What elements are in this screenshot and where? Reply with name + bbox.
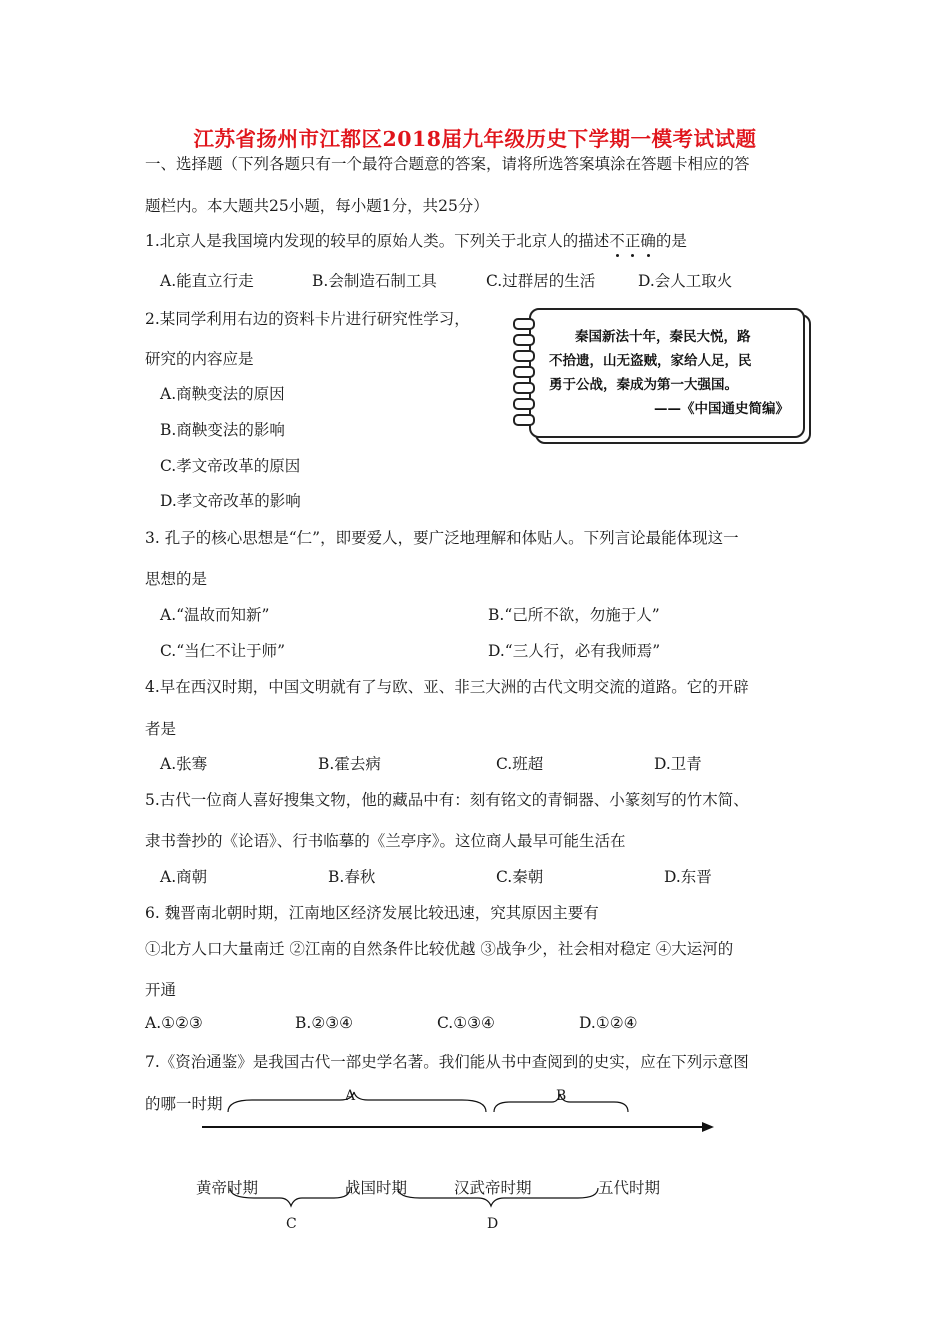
q1-stem: 1.北京人是我国境内发现的较早的原始人类。下列关于北京人的描述不正确的是 [145,229,687,251]
q3-stem-line2: 思想的是 [145,570,208,588]
period-wudai: 五代时期 [598,1179,661,1197]
q4-option-b: B.霍去病 [318,755,381,773]
q4-stem-line1: 4.早在西汉时期，中国文明就有了与欧、亚、非三大洲的古代文明交流的道路。它的开辟 [145,678,749,696]
section-intro-line2: 题栏内。本大题共25小题，每小题1分，共25分） [145,197,489,215]
emphasis-char: 正 [625,229,641,251]
card-source: ——《中国通史简编》 [654,401,789,417]
period-zhanguo: 战国时期 [345,1179,408,1197]
q5-option-c: C.秦朝 [496,868,544,886]
exam-title: 江苏省扬州市江都区2018届九年级历史下学期一模考试试题 [193,127,757,151]
q2-option-c: C.孝文帝改革的原因 [160,457,301,475]
q4-option-d: D.卫青 [654,755,702,773]
q4-option-a: A.张骞 [160,755,208,773]
q1-option-a: A.能直立行走 [160,272,254,290]
q3-stem-line1: 3. 孔子的核心思想是“仁”，即要爱人，要广泛地理解和体贴人。下列言论最能体现这一 [145,529,739,547]
period-huangdi: 黄帝时期 [196,1179,259,1197]
q3-option-c: C.“当仁不让于师” [160,642,286,660]
arrow-head-icon [702,1122,714,1132]
q7-stem-line2: 的哪一时期 [145,1095,223,1113]
card-quote-line: 秦国新法十年，秦民大悦，路 [575,329,751,345]
q1-option-d: D.会人工取火 [638,272,733,290]
card-quote-line: 勇于公战，秦成为第一大强国。 [549,377,738,393]
q5-stem-line1: 5.古代一位商人喜好搜集文物，他的藏品中有：刻有铭文的青铜器、小篆刻写的竹木简、 [145,791,749,809]
period-hanwudi: 汉武帝时期 [454,1179,532,1197]
q6-option-c: C.①③④ [437,1014,495,1032]
q6-option-a: A.①②③ [145,1014,203,1032]
q4-stem-line2: 者是 [145,720,177,738]
q1-option-b: B.会制造石制工具 [312,272,437,290]
q6-stem-line2: ①北方人口大量南迁 ②江南的自然条件比较优越 ③战争少，社会相对稳定 ④大运河的 [145,940,734,958]
q6-stem-line3: 开通 [145,981,177,999]
brace-label-d: D [487,1216,499,1232]
q5-option-a: A.商朝 [160,868,208,886]
q2-option-a: A.商鞅变法的原因 [160,385,285,403]
q6-stem-line1: 6. 魏晋南北朝时期，江南地区经济发展比较迅速，究其原因主要有 [145,904,599,922]
brace-label-a: A [345,1088,356,1104]
q4-option-c: C.班超 [496,755,544,773]
q5-option-b: B.春秋 [328,868,376,886]
q6-option-d: D.①②④ [579,1014,638,1032]
brace-label-c: C [286,1216,297,1232]
q2-option-d: D.孝文帝改革的影响 [160,492,301,510]
card-quote-line: 不拾遗，山无盗贼，家给人足，民 [549,353,752,369]
brace-label-b: B [556,1088,567,1104]
q5-stem-line2: 隶书誊抄的《论语》、行书临摹的《兰亭序》。这位商人最早可能生活在 [145,832,626,850]
q3-option-d: D.“三人行，必有我师焉” [488,642,661,660]
q7-stem-line1: 7.《资治通鉴》是我国古代一部史学名著。我们能从书中查阅到的史实，应在下列示意图 [145,1053,749,1071]
q3-option-b: B.“己所不欲，勿施于人” [488,606,660,624]
q5-option-d: D.东晋 [664,868,712,886]
q2-stem-line1: 2.某同学利用右边的资料卡片进行研究性学习， [145,310,470,328]
emphasis-char: 确 [640,229,656,251]
brace-a [228,1092,486,1112]
q2-option-b: B.商鞅变法的影响 [160,421,285,439]
q6-option-b: B.②③④ [295,1014,354,1032]
q3-option-a: A.“温故而知新” [160,606,270,624]
q1-option-c: C.过群居的生活 [486,272,596,290]
emphasis-char: 不 [609,229,625,251]
section-intro-line1: 一、选择题（下列各题只有一个最符合题意的答案，请将所选答案填涂在答题卡相应的答 [145,155,750,173]
q2-stem-line2: 研究的内容应是 [145,350,254,368]
